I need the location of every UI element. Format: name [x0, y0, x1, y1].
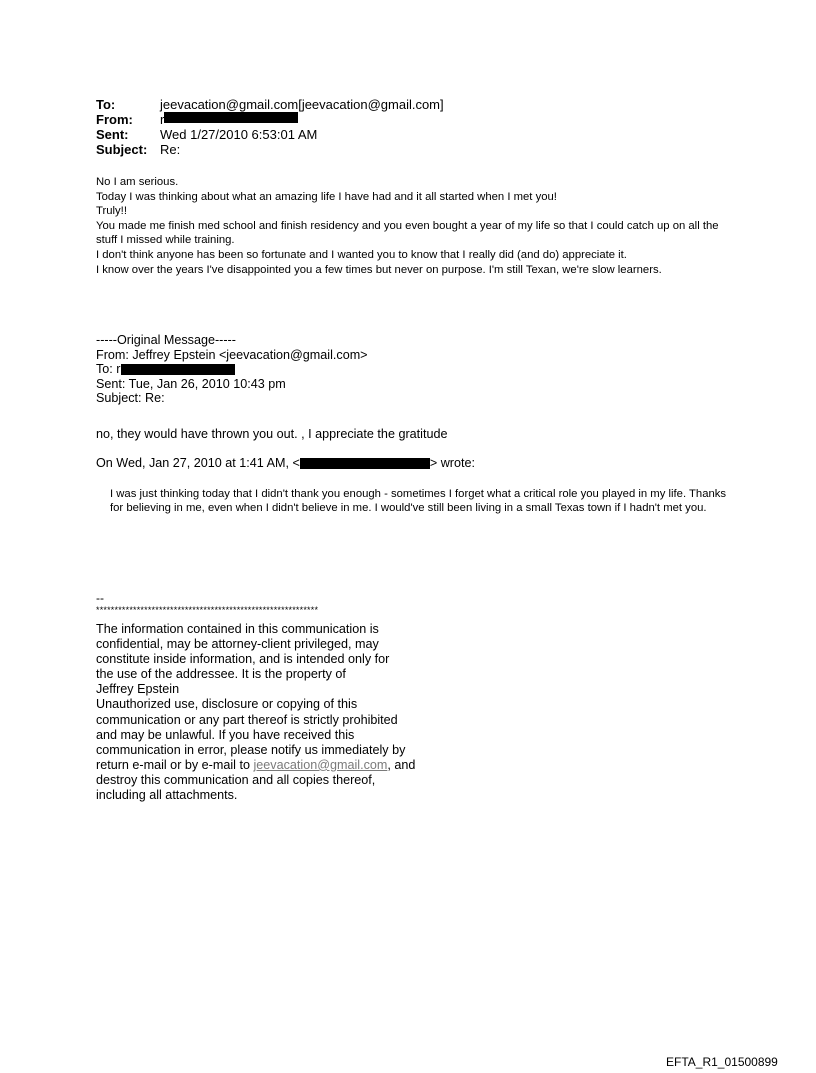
to-label: To: [96, 97, 116, 112]
redaction-bar [300, 458, 430, 469]
from-prefix: r [160, 112, 165, 127]
original-to [96, 362, 368, 377]
reply-text: no, they would have thrown you out. , I appreciate the gratitude [96, 427, 448, 441]
disclaimer-line [96, 758, 456, 773]
email-header [96, 97, 444, 157]
original-to-prefix: To: r [96, 362, 121, 377]
body-line: I know over the years I've disappointed you a few times but never on purpose. I'm still Texan, we're slow learners. [96, 263, 662, 276]
disclaimer-line: communication in error, please notify us immediately by [96, 742, 406, 757]
body-line: I don't think anyone has been so fortunate and I wanted you to know that I really did (and do) appreciate it. [96, 248, 627, 261]
original-from: From: Jeffrey Epstein <jeevacation@gmail.com> [96, 347, 368, 362]
original-subject: Subject: Re: [96, 391, 165, 406]
redaction-bar [164, 112, 298, 123]
sent-label: Sent: [96, 127, 129, 142]
sent-value: Wed 1/27/2010 6:53:01 AM [160, 127, 318, 142]
sent-row [96, 127, 444, 142]
confidentiality-disclaimer [96, 622, 456, 803]
disclaimer-post: , and [387, 757, 416, 772]
subject-value: Re: [160, 142, 181, 157]
document-id: EFTA_R1_01500899 [666, 1055, 778, 1069]
disclaimer-line: communication or any part thereof is strictly prohibited [96, 712, 398, 727]
to-row [96, 97, 444, 112]
disclaimer-line: including all attachments. [96, 788, 238, 803]
original-message-title: -----Original Message----- [96, 333, 236, 347]
original-sent: Sent: Tue, Jan 26, 2010 10:43 pm [96, 376, 286, 391]
body-line: Truly!! [96, 205, 127, 218]
disclaimer-line: destroy this communication and all copies thereof, [96, 772, 376, 787]
body-line: No I am serious. [96, 176, 179, 188]
disclaimer-line: confidential, may be attorney-client privileged, may [96, 637, 379, 652]
email-body [96, 175, 736, 277]
quoted-message: I was just thinking today that I didn't thank you enough - sometimes I forget what a critical role you played in my life. Thanks for believing in me, even when I didn't believe in me. I would've still been living in a small Texas town if I hadn't met you. [110, 488, 727, 515]
signature-separator: -- [96, 591, 104, 605]
subject-label: Subject: [96, 142, 148, 157]
disclaimer-pre: return e-mail or by e-mail to [96, 757, 254, 772]
disclaimer-line: The information contained in this communication is [96, 622, 379, 636]
wrote-prefix: On Wed, Jan 27, 2010 at 1:41 AM, < [96, 456, 300, 470]
email-link[interactable]: jeevacation@gmail.com [253, 757, 388, 772]
asterisk-divider: ************************************************************ [96, 605, 319, 615]
body-line: You made me finish med school and finish residency and you even bought a year of my life so that I could catch up on all the stuff I missed while training. [96, 219, 719, 247]
from-row [96, 112, 444, 127]
disclaimer-line: the use of the addressee. It is the property of [96, 667, 346, 682]
body-line: Today I was thinking about what an amazing life I have had and it all started when I met you! [96, 190, 557, 203]
subject-row [96, 142, 444, 157]
to-value: jeevacation@gmail.com[jeevacation@gmail.com] [160, 97, 444, 112]
wrote-suffix: > wrote: [429, 456, 476, 470]
disclaimer-line: Jeffrey Epstein [96, 682, 180, 697]
original-message-header [96, 333, 368, 406]
redaction-bar [121, 364, 235, 375]
quote-attribution [96, 456, 475, 470]
disclaimer-line: constitute inside information, and is intended only for [96, 652, 390, 667]
disclaimer-line: Unauthorized use, disclosure or copying of this [96, 697, 358, 712]
from-label: From: [96, 112, 133, 127]
disclaimer-line: and may be unlawful. If you have received this [96, 727, 355, 742]
